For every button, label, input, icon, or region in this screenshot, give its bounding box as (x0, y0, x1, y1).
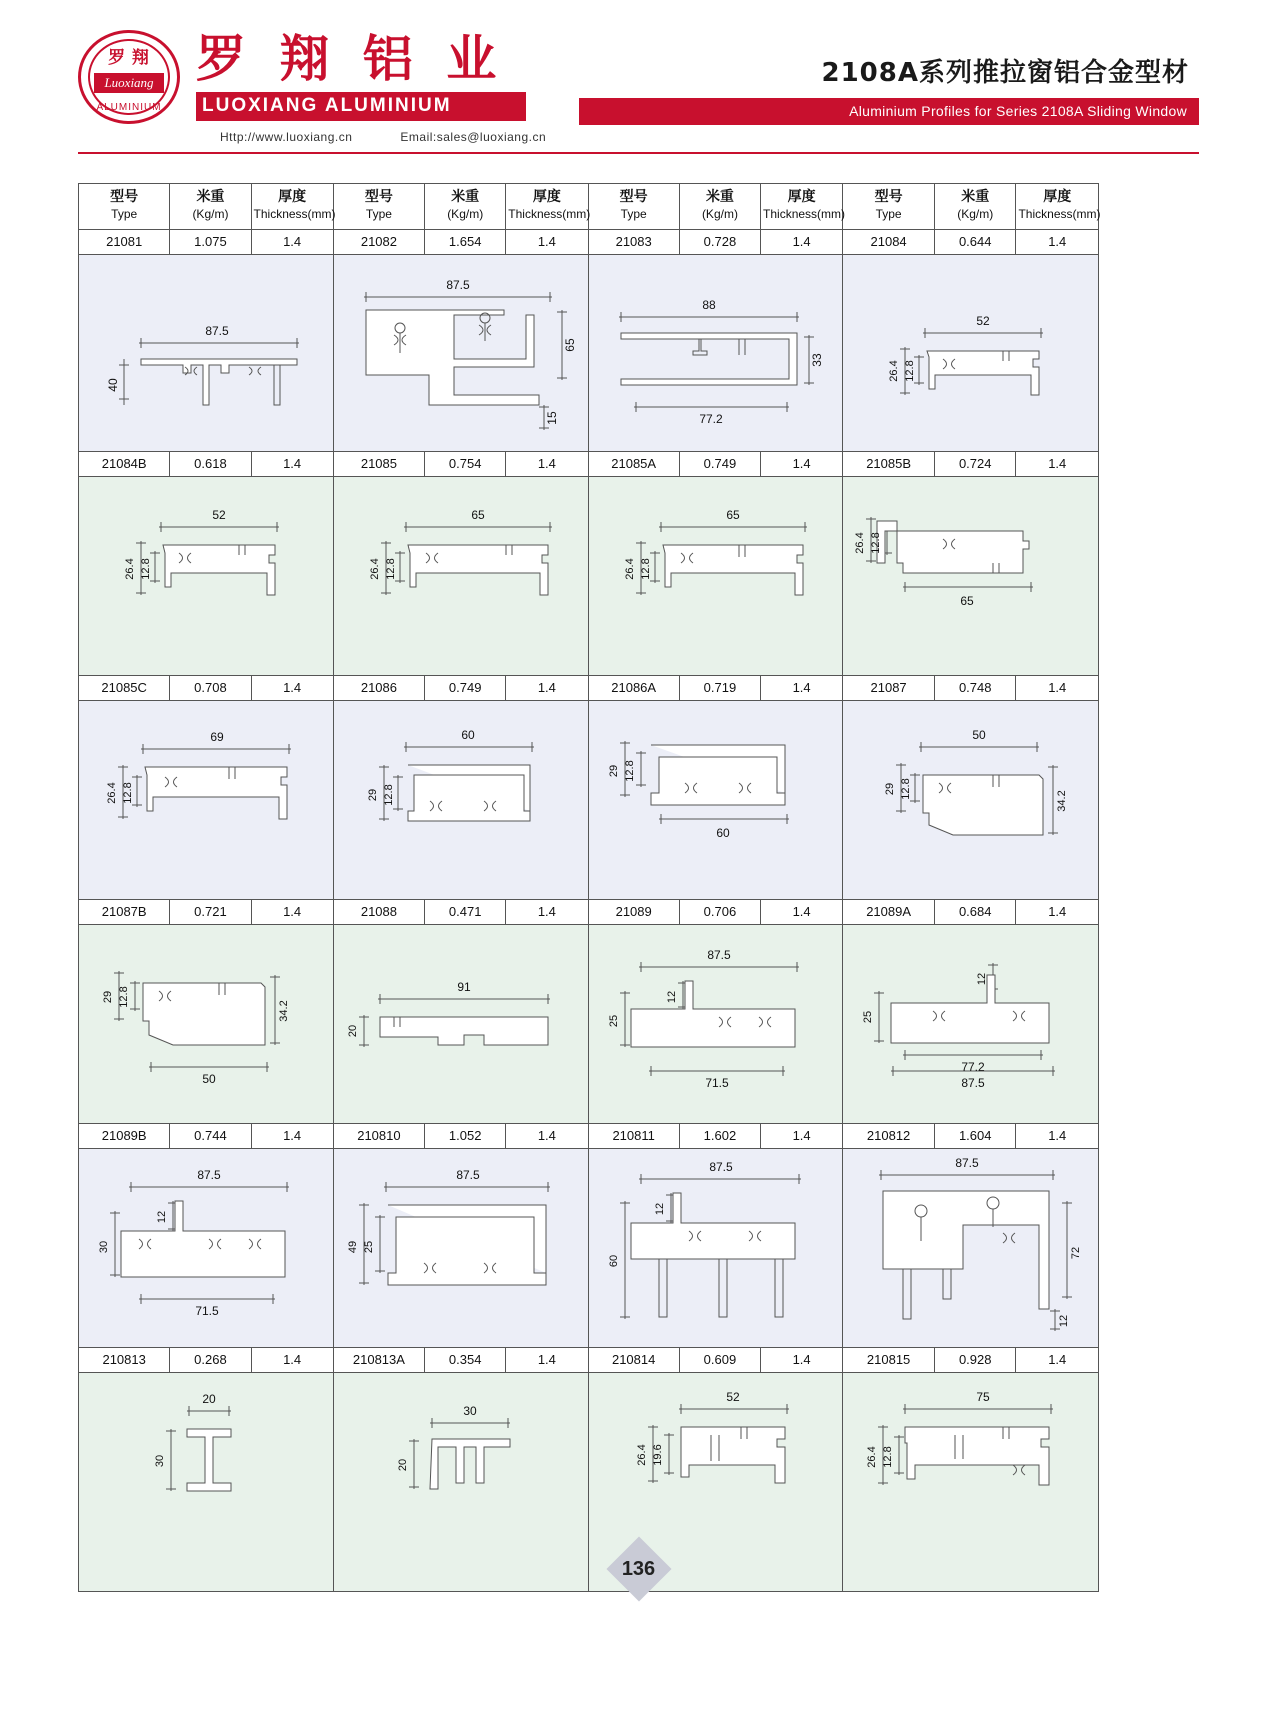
profile-drawing-210813A (334, 1373, 589, 1591)
dim-label: 25 (862, 1010, 875, 1024)
dim-label: 12 (976, 972, 989, 986)
drawing-row (79, 925, 1098, 1124)
cell-weight: 0.708 (170, 676, 251, 700)
seal-bar-text: Luoxiang (104, 75, 154, 90)
cell-weight: 0.354 (425, 1348, 506, 1372)
cell-thickness: 1.4 (283, 904, 302, 919)
cell-thickness: 1.4 (792, 1128, 811, 1143)
header-group (79, 184, 334, 229)
cell-type: 21085B (843, 452, 935, 476)
dim-label: 34.2 (278, 1000, 290, 1022)
spec-group (843, 1124, 1098, 1148)
profile-drawing-210810 (334, 1149, 589, 1347)
cell-thickness: 1.4 (283, 680, 302, 695)
cell-type: 21085C (79, 676, 170, 700)
spec-row (79, 1348, 1098, 1373)
cell-thickness: 1.4 (792, 1352, 811, 1367)
cell-weight: 0.928 (935, 1348, 1017, 1372)
dim-label: 12.8 (118, 986, 130, 1008)
cell-type: 210811 (589, 1124, 680, 1148)
dim-label: 52 (976, 314, 990, 328)
header-thickness: 厚度 Thickness(mm) (1018, 189, 1101, 221)
dim-label: 12.8 (639, 558, 652, 580)
header-thickness: 厚度 Thickness(mm) (253, 189, 336, 221)
spec-row (79, 230, 1098, 255)
header-weight: 米重 (Kg/m) (680, 184, 761, 229)
header-group (334, 184, 589, 229)
website-url: Http://www.luoxiang.cn (220, 130, 353, 144)
profile-drawing-21087 (843, 701, 1098, 899)
dim-label: 20 (346, 1024, 359, 1038)
dim-label: 20 (202, 1392, 216, 1406)
dim-label: 12.8 (384, 558, 397, 580)
spec-group (79, 1348, 334, 1372)
dim-label: 26.4 (854, 532, 867, 554)
cell-thickness: 1.4 (792, 456, 811, 471)
dim-label: 88 (701, 298, 716, 312)
dim-label: 34.2 (1056, 790, 1069, 812)
spec-group (843, 230, 1098, 254)
profile-drawing-210813 (79, 1373, 334, 1591)
dim-label: 65 (471, 508, 485, 522)
cell-type: 21085 (334, 452, 425, 476)
dim-label: 30 (463, 1404, 477, 1418)
profile-drawing-21085 (334, 477, 589, 675)
dim-label: 75 (976, 1390, 990, 1404)
cell-thickness: 1.4 (1048, 904, 1067, 919)
cell-thickness: 1.4 (1048, 1352, 1067, 1367)
dim-label: 87.5 (456, 1168, 480, 1182)
drawing-row (79, 701, 1098, 900)
cell-thickness: 1.4 (283, 1352, 302, 1367)
dim-label: 26.4 (866, 1446, 879, 1468)
dim-label: 65 (960, 594, 974, 608)
dim-label: 12.8 (900, 778, 913, 800)
cell-type: 21084B (79, 452, 170, 476)
dim-label: 12.8 (382, 784, 395, 806)
cell-type: 210813A (334, 1348, 425, 1372)
cell-type: 21082 (334, 230, 425, 254)
dim-label: 60 (715, 826, 730, 840)
cell-thickness: 1.4 (283, 234, 302, 249)
dim-label: 20 (396, 1458, 409, 1472)
spec-row (79, 676, 1098, 701)
spec-group (334, 452, 589, 476)
dim-label: 71.5 (704, 1076, 729, 1090)
cell-type: 210815 (843, 1348, 935, 1372)
cell-weight: 0.719 (680, 676, 761, 700)
profile-drawing-21086 (334, 701, 589, 899)
drawing-row (79, 1149, 1098, 1348)
spec-group (589, 676, 844, 700)
dim-label: 87.5 (955, 1156, 979, 1170)
brand-name-en: LUOXIANG ALUMINIUM (196, 92, 526, 121)
spec-row (79, 452, 1098, 477)
dim-label: 25 (362, 1240, 375, 1254)
dim-label: 12.8 (882, 1446, 895, 1468)
cell-thickness: 1.4 (792, 234, 811, 249)
seal-top-text: 罗 翔 (108, 48, 150, 67)
cell-weight: 0.644 (935, 230, 1017, 254)
drawing-row (79, 255, 1098, 452)
dim-label: 87.5 (706, 948, 731, 962)
cell-weight: 1.602 (680, 1124, 761, 1148)
cell-weight: 0.744 (170, 1124, 251, 1148)
drawing-row (79, 1373, 1098, 1591)
cell-weight: 0.684 (935, 900, 1017, 924)
profile-drawing-21085B (843, 477, 1098, 675)
page-number: 136 (621, 1558, 656, 1580)
profile-drawing-21089A (843, 925, 1098, 1123)
dim-label: 29 (884, 782, 897, 796)
cell-type: 21081 (79, 230, 170, 254)
spec-group (589, 230, 844, 254)
profile-drawing-21085C (79, 701, 334, 899)
cell-weight: 1.075 (170, 230, 251, 254)
dim-label: 91 (457, 980, 471, 994)
dim-label: 12.8 (904, 360, 917, 382)
dim-label: 26.4 (124, 558, 136, 580)
email-address: Email:sales@luoxiang.cn (400, 130, 547, 144)
cell-thickness: 1.4 (537, 1352, 556, 1367)
header-divider (78, 152, 1199, 154)
spec-group (589, 1124, 844, 1148)
dim-label: 15 (544, 411, 559, 425)
dim-label: 60 (607, 1254, 620, 1268)
cell-type: 21086A (589, 676, 680, 700)
spec-group (79, 230, 334, 254)
spec-row (79, 900, 1098, 925)
dim-label: 87.5 (197, 1168, 221, 1182)
seal-bottom-text: ALUMINIUM (96, 102, 162, 113)
dim-label: 19.6 (651, 1444, 664, 1466)
cell-type: 21085A (589, 452, 680, 476)
cell-weight: 0.721 (170, 900, 251, 924)
spec-group (843, 452, 1098, 476)
cell-weight: 0.749 (680, 452, 761, 476)
cell-thickness: 1.4 (1048, 1128, 1067, 1143)
cell-weight: 0.609 (680, 1348, 761, 1372)
spec-row (79, 1124, 1098, 1149)
cell-type: 21084 (843, 230, 935, 254)
dim-label: 87.5 (446, 278, 470, 292)
profile-drawing-21081 (79, 255, 334, 451)
profile-drawing-21087B (79, 925, 334, 1123)
spec-group (79, 676, 334, 700)
cell-thickness: 1.4 (537, 234, 556, 249)
dim-label: 29 (366, 788, 379, 802)
cell-weight: 1.052 (425, 1124, 506, 1148)
table-header-row (79, 184, 1101, 230)
header-type: 型号 Type (334, 184, 425, 229)
dim-label: 12 (665, 990, 678, 1004)
cell-weight: 0.706 (680, 900, 761, 924)
profile-drawing-21084B (79, 477, 334, 675)
profile-drawing-21088 (334, 925, 589, 1123)
profile-drawing-21086A (589, 701, 844, 899)
spec-group (589, 1348, 844, 1372)
profile-drawing-21089 (589, 925, 844, 1123)
cell-type: 21083 (589, 230, 680, 254)
spec-group (334, 676, 589, 700)
dim-label: 29 (607, 764, 620, 778)
cell-thickness: 1.4 (537, 680, 556, 695)
dim-label: 12 (1058, 1314, 1071, 1328)
header-group (843, 184, 1101, 229)
cell-weight: 1.604 (935, 1124, 1017, 1148)
company-seal-icon (78, 30, 180, 124)
cell-weight: 0.754 (425, 452, 506, 476)
cell-thickness: 1.4 (1048, 456, 1067, 471)
cell-thickness: 1.4 (792, 904, 811, 919)
cell-type: 210814 (589, 1348, 680, 1372)
dim-label: 52 (212, 508, 226, 522)
spec-group (589, 900, 844, 924)
dim-label: 26.4 (623, 558, 636, 580)
header-thickness: 厚度 Thickness(mm) (508, 189, 591, 221)
brand-logo (78, 30, 546, 144)
dim-label: 77.2 (698, 412, 723, 426)
dim-label: 77.2 (961, 1060, 985, 1074)
header-weight: 米重 (Kg/m) (170, 184, 251, 229)
spec-group (79, 452, 334, 476)
profile-drawing-21085A (589, 477, 844, 675)
header-type: 型号 Type (589, 184, 680, 229)
dim-label: 12 (156, 1210, 168, 1224)
spec-group (843, 676, 1098, 700)
dim-label: 26.4 (888, 360, 901, 382)
dim-label: 65 (725, 508, 740, 522)
dim-label: 26.4 (635, 1444, 648, 1466)
cell-type: 21089B (79, 1124, 170, 1148)
dim-label: 12.8 (122, 782, 134, 804)
dim-label: 87.5 (708, 1160, 733, 1174)
cell-type: 21086 (334, 676, 425, 700)
cell-weight: 1.654 (425, 230, 506, 254)
dim-label: 12.8 (140, 558, 152, 580)
cell-weight: 0.724 (935, 452, 1017, 476)
page-header (0, 0, 1277, 160)
dim-label: 52 (725, 1390, 740, 1404)
dim-label: 50 (972, 728, 986, 742)
dim-label: 50 (202, 1072, 216, 1086)
spec-group (843, 1348, 1098, 1372)
dim-label: 40 (106, 378, 120, 392)
dim-label: 29 (102, 990, 114, 1004)
dim-label: 12.8 (870, 532, 883, 554)
page-number-badge (608, 1538, 670, 1600)
dim-label: 12 (653, 1202, 666, 1216)
dim-label: 72 (1070, 1246, 1083, 1260)
profile-drawing-21082 (334, 255, 589, 451)
dim-label: 69 (210, 730, 224, 744)
cell-thickness: 1.4 (283, 1128, 302, 1143)
dim-label: 12.8 (623, 760, 636, 782)
cell-type: 210810 (334, 1124, 425, 1148)
cell-thickness: 1.4 (792, 680, 811, 695)
cell-thickness: 1.4 (537, 904, 556, 919)
drawing-row (79, 477, 1098, 676)
profile-drawing-210811 (589, 1149, 844, 1347)
cell-type: 21089 (589, 900, 680, 924)
profile-drawing-21083 (589, 255, 844, 451)
dim-label: 60 (461, 728, 475, 742)
cell-thickness: 1.4 (1048, 234, 1067, 249)
header-type: 型号 Type (843, 184, 935, 229)
dim-label: 49 (346, 1240, 359, 1254)
dim-label: 25 (607, 1014, 620, 1028)
dim-label: 71.5 (195, 1304, 219, 1318)
cell-weight: 0.728 (680, 230, 761, 254)
spec-group (334, 900, 589, 924)
cell-type: 21088 (334, 900, 425, 924)
dim-label: 87.5 (961, 1076, 985, 1090)
dim-label: 30 (154, 1454, 166, 1468)
cell-thickness: 1.4 (537, 456, 556, 471)
cell-thickness: 1.4 (283, 456, 302, 471)
cell-type: 21089A (843, 900, 935, 924)
cell-weight: 0.748 (935, 676, 1017, 700)
header-group (589, 184, 844, 229)
dim-label: 26.4 (106, 782, 118, 804)
brand-name-cn: 罗 翔 铝 业 (196, 30, 505, 88)
dim-label: 26.4 (368, 558, 381, 580)
cell-type: 210812 (843, 1124, 935, 1148)
dim-label: 65 (562, 338, 577, 352)
cell-thickness: 1.4 (1048, 680, 1067, 695)
cell-weight: 0.471 (425, 900, 506, 924)
spec-group (79, 900, 334, 924)
spec-group (334, 1124, 589, 1148)
header-weight: 米重 (Kg/m) (935, 184, 1017, 229)
dim-label: 33 (809, 353, 824, 367)
cell-weight: 0.268 (170, 1348, 251, 1372)
spec-group (589, 452, 844, 476)
cell-weight: 0.618 (170, 452, 251, 476)
cell-type: 21087B (79, 900, 170, 924)
profile-table (78, 183, 1099, 1592)
header-thickness: 厚度 Thickness(mm) (763, 189, 846, 221)
spec-group (843, 900, 1098, 924)
profile-drawing-21084 (843, 255, 1098, 451)
dim-label: 87.5 (205, 324, 229, 338)
page-title-en: Aluminium Profiles for Series 2108A Sliding Window (579, 98, 1199, 125)
spec-group (334, 1348, 589, 1372)
header-type: 型号 Type (79, 184, 170, 229)
dim-label: 30 (98, 1240, 110, 1254)
profile-drawing-210815 (843, 1373, 1098, 1591)
profile-drawing-210812 (843, 1149, 1098, 1347)
header-weight: 米重 (Kg/m) (425, 184, 506, 229)
spec-group (334, 230, 589, 254)
cell-type: 21087 (843, 676, 935, 700)
profile-drawing-21089B (79, 1149, 334, 1347)
page-title-block (579, 52, 1199, 125)
cell-thickness: 1.4 (537, 1128, 556, 1143)
spec-group (79, 1124, 334, 1148)
page-title-cn: 2108A系列推拉窗铝合金型材 (821, 58, 1189, 88)
cell-weight: 0.749 (425, 676, 506, 700)
cell-type: 210813 (79, 1348, 170, 1372)
